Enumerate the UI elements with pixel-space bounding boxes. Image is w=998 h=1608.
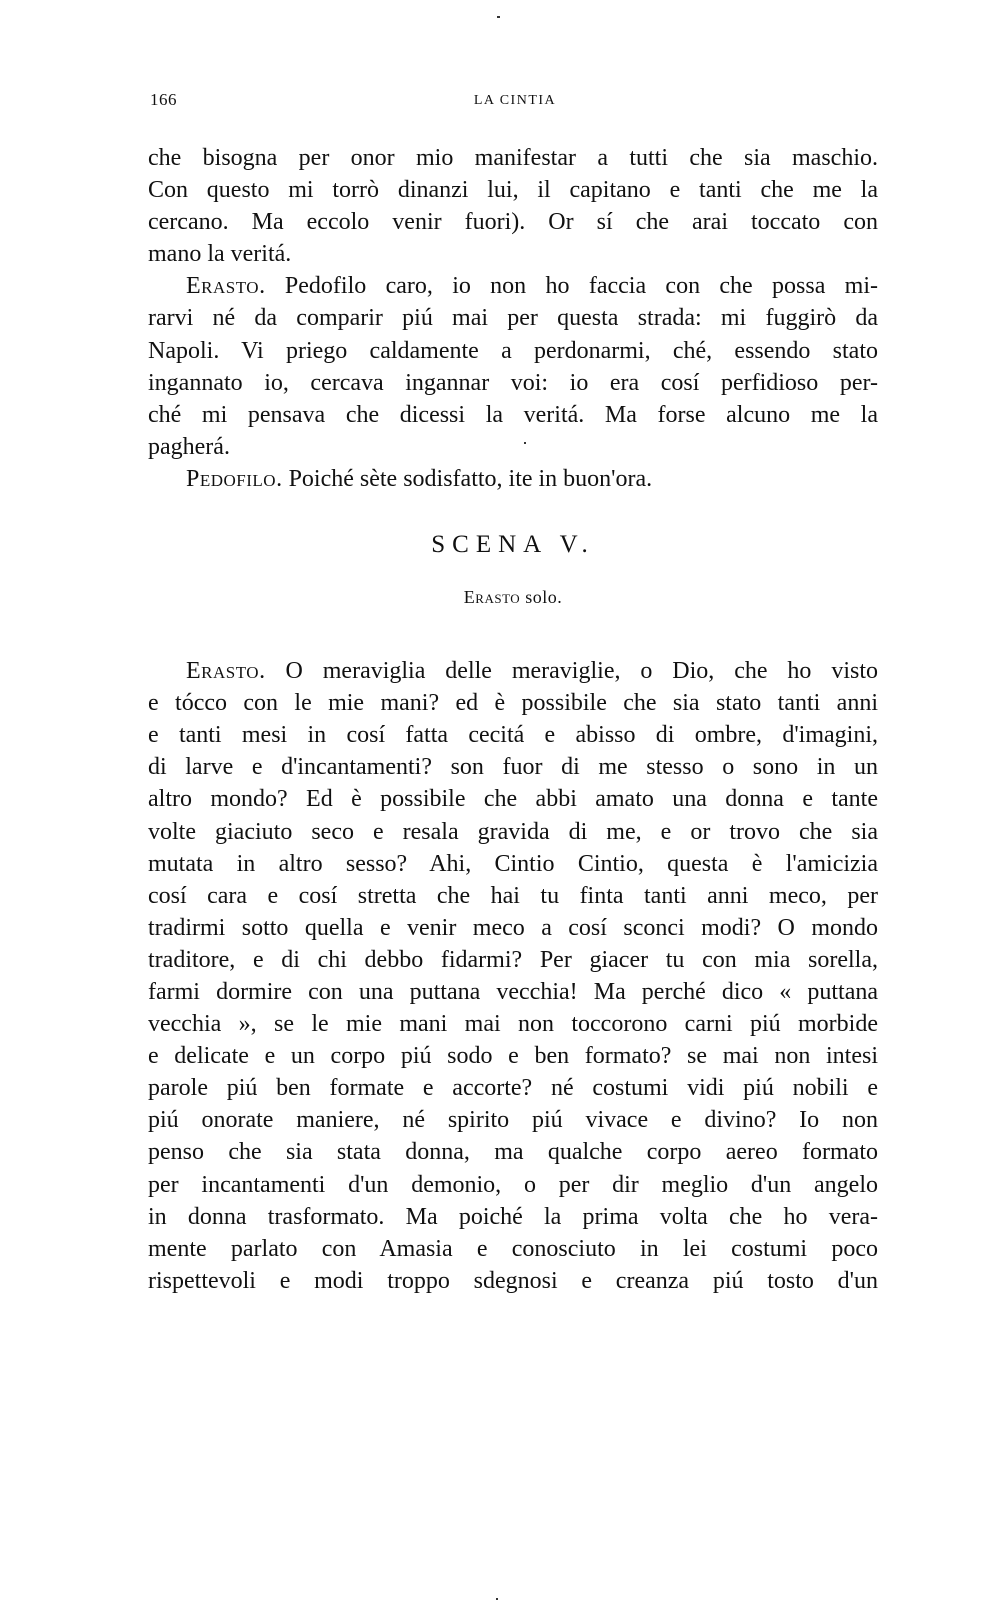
page-number: 166 <box>150 90 177 109</box>
text-line: vecchia », se le mie mani mai non toccorono carni piú morbide <box>148 1011 878 1038</box>
speech-first-line <box>148 655 878 687</box>
running-title: LA CINTIA <box>473 93 557 108</box>
text-line: pagherá. <box>148 433 230 460</box>
scan-speck <box>496 1598 498 1600</box>
speech-text: Poiché sète sodisfatto, ite in buon'ora. <box>288 465 653 492</box>
text-line: farmi dormire con una puttana vecchia! Ma perché dico « puttana <box>148 978 878 1005</box>
speaker-name: Erasto. <box>186 273 266 300</box>
text-line: ché mi pensava che dicessi la veritá. Ma forse alcuno me la <box>148 401 878 428</box>
text-line: traditore, e di chi debbo fidarmi? Per giacer tu con mia sorella, <box>148 946 878 973</box>
text-line: per incantamenti d'un demonio, o per dir meglio d'un angelo <box>148 1171 878 1198</box>
text-line: volte giaciuto seco e resala gravida di me, e or trovo che sia <box>148 818 878 845</box>
text-line: in donna trasformato. Ma poiché la prima volta che ho vera- <box>148 1203 878 1230</box>
speech-first-line <box>148 270 878 302</box>
text-line: cercano. Ma eccolo venir fuori). Or sí che arai toccato con <box>148 209 878 236</box>
running-head <box>150 90 880 114</box>
text-line: e tanti mesi in cosí fatta cecitá e abisso di ombre, d'imagini, <box>148 722 878 749</box>
text-line: mente parlato con Amasia e conosciuto in lei costumi poco <box>148 1235 878 1262</box>
text-line: rispettevoli e modi troppo sdegnosi e creanza piú tosto d'un <box>148 1267 878 1294</box>
text-line: che bisogna per onor mio manifestar a tutti che sia maschio. <box>148 145 878 171</box>
speaker-name: Pedofilo. <box>186 465 283 492</box>
text-line: Napoli. Vi priego caldamente a perdonarmi, ché, essendo stato <box>148 337 878 364</box>
text-line: e delicate e un corpo piú sodo e ben formato? se mai non intesi <box>148 1043 878 1070</box>
speaker-name: Erasto. <box>186 658 266 685</box>
speech-text: Pedofilo caro, io non ho faccia con che possa mi- <box>284 273 878 300</box>
text-line: parole piú ben formate e accorte? né costumi vidi piú nobili e <box>148 1075 878 1102</box>
text-line: Con questo mi torrò dinanzi lui, il capitano e tanti che me la <box>148 177 878 204</box>
text-line: piú onorate maniere, né spirito piú vivace e divino? Io non <box>148 1107 878 1134</box>
text-line: rarvi né da comparir piú mai per questa strada: mi fuggirò da <box>148 305 878 332</box>
text-block <box>148 142 878 1297</box>
text-line: ingannato io, cercava ingannar voi: io era cosí perfidioso per- <box>148 369 878 396</box>
text-line: mutata in altro sesso? Ahi, Cintio Cintio, questa è l'amicizia <box>148 850 878 877</box>
text-line: tradirmi sotto quella e venir meco a cosí sconci modi? O mondo <box>148 914 878 941</box>
text-line: cosí cara e cosí stretta che hai tu finta tanti anni meco, per <box>148 882 878 909</box>
text-line: mano la veritá. <box>148 241 292 268</box>
scene-character-name: Erasto <box>463 587 521 608</box>
scene-title: SCENA V. <box>431 531 595 559</box>
text-line: di larve e d'incantamenti? son fuor di me stesso o sono in un <box>148 754 878 781</box>
text-line: e tócco con le mie mani? ed è possibile che sia stato tanti anni <box>148 690 878 717</box>
speech-text: O meraviglia delle meraviglie, o Dio, che ho visto <box>285 658 879 685</box>
text-line: altro mondo? Ed è possibile che abbi amato una donna e tante <box>148 786 878 813</box>
scene-character-note: solo. <box>520 587 563 608</box>
text-line: penso che sia stata donna, ma qualche corpo aereo formato <box>148 1139 878 1166</box>
speech-first-line <box>148 463 878 495</box>
scene-characters <box>148 585 878 655</box>
scan-speck <box>497 16 500 18</box>
